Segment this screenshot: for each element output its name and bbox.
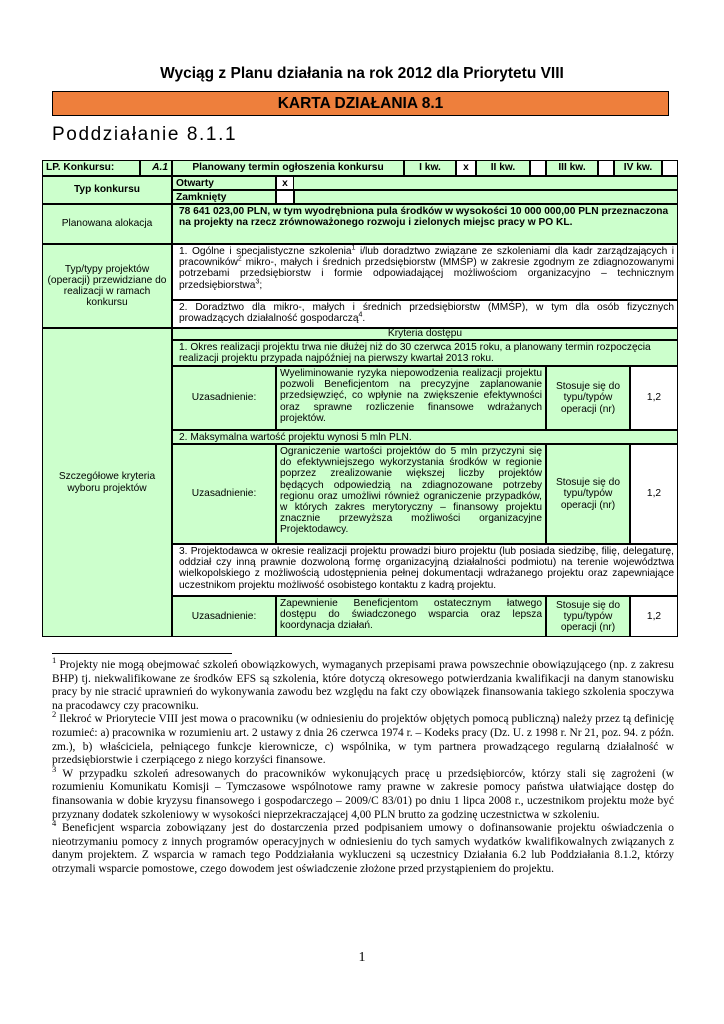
criterion-3-applies-value: 1,2 — [630, 596, 678, 637]
lp-label: LP. Konkursu: — [42, 160, 140, 176]
criterion-2-applies-value: 1,2 — [630, 444, 678, 544]
criterion-2-justification: Ograniczenie wartości projektów do 5 mln przyczyni się do efektywniejszego wykorzystania środków w regionie poprzez zrealizowanie większej liczby projektów będących odpowiedzią na zdiagnozowane potrzeby regionu oraz umożliwi również ograniczenie przypadków, w których zakres merytoryczny – finansowy projektu znacznie przewyższa możliwości organizacyjne Projektodawcy. — [276, 444, 546, 544]
criterion-2-justification-label: Uzasadnienie: — [172, 444, 276, 544]
criterion-2-applies-label: Stosuje się do typu/typów operacji (nr) — [546, 444, 630, 544]
criterion-1-applies-value: 1,2 — [630, 366, 678, 430]
criterion-1-applies-label: Stosuje się do typu/typów operacji (nr) — [546, 366, 630, 430]
criterion-3-applies-label: Stosuje się do typu/typów operacji (nr) — [546, 596, 630, 637]
allocation-value: 78 641 023,00 PLN, w tym wyodrębniona pula środków w wysokości 10 000 000,00 PLN przeznaczona na projekty na rzecz zrównoważonego rozwoju i zielonych miejsc pracy w PO KL. — [172, 204, 678, 244]
quarter-2-mark — [530, 160, 546, 176]
page-number: 1 — [358, 950, 366, 965]
quarter-2: II kw. — [476, 160, 530, 176]
quarter-1-mark: x — [456, 160, 476, 176]
footnote: $^2$ Ilekroć w Priorytecie VIII jest mowa o pracowniku (w odniesieniu do projektów objętych pomocą publiczną) należy przez tą definicję rozumieć: a) pracownika w rozumieniu art. 2 ustawy z dnia 26 czerwca 1974 r. – Kodeks pracy (Dz. U. z 1998 r. Nr 21, poz. 94. z późn. zm.), b) właściciela, pełniącego funkcje kierownicze, c) wspólnika, w tym partnera prowadzącego regularną działalność w przedsiębiorstwie i czerpiącego z niego korzyści finansowe. — [52, 709, 674, 767]
quarter-1: I kw. — [404, 160, 456, 176]
allocation-label: Planowana alokacja — [42, 204, 172, 244]
footnotes — [52, 655, 674, 877]
contest-type-closed: Zamknięty — [172, 190, 276, 204]
footnote: $^1$ Projekty nie mogą obejmować szkoleń obowiązkowych, wymaganych przepisami prawa powszechnie obowiązującego (np. z zakresu BHP) tj. niekwalifikowane ze środków EFS są szkolenia, które dotyczą okresowego potwierdzania kwalifikacji na danym stanowisku pracy by nie stracić uprawnień do wykonywania zawodu bez względu na fakt czy obowiązek finansowania takiego szkolenia spoczywa na pracodawcy czy pracowniku. — [52, 655, 674, 712]
contest-type-open: Otwarty — [172, 176, 276, 190]
criterion-3-justification-label: Uzasadnienie: — [172, 596, 276, 637]
term-label: Planowany termin ogłoszenia konkursu — [172, 160, 404, 176]
section-subtitle: Poddziałanie 8.1.1 — [52, 124, 238, 145]
project-type-2: 2. Doradztwo dla mikro-, małych i średnich przedsiębiorstw (MMŚP), w tym dla osób fizycznych prowadzących działalność gospodarczą$^4$. — [172, 300, 678, 328]
project-type-1: 1. Ogólne i specjalistyczne szkolenia$^1$ i/lub doradztwo związane ze szkoleniami dla kadr zarządzających i pracowników$^2$ mikro-, małych i średnich przedsiębiorstw (MMŚP) w zakresie zgodnym ze zdiagnozowanymi potrzebami przedsiębiorstw i formie odpowiadającej możliwościom organizacyjno – technicznym przedsiębiorstwa$^3$; — [172, 244, 678, 300]
quarter-3-mark — [598, 160, 614, 176]
document-title: Wyciąg z Planu działania na rok 2012 dla Priorytetu VIII — [160, 65, 564, 82]
criterion-1-text: 1. Okres realizacji projektu trwa nie dłużej niż do 30 czerwca 2015 roku, a planowany termin rozpoczęcia realizacji projektu przypada najpóźniej na pierwszy kwartał 2013 roku. — [172, 340, 678, 366]
project-types-label: Typ/typy projektów (operacji) przewidziane do realizacji w ramach konkursu — [42, 244, 172, 328]
quarter-3: III kw. — [546, 160, 598, 176]
criterion-3-justification: Zapewnienie Beneficjentom ostatecznym łatwego dostępu do świadczonego wsparcia oraz lepsza koordynacja działań. — [276, 596, 546, 637]
card-title-banner: KARTA DZIAŁANIA 8.1 — [52, 91, 669, 116]
criterion-1-justification-label: Uzasadnienie: — [172, 366, 276, 430]
criterion-2-text: 2. Maksymalna wartość projektu wynosi 5 mln PLN. — [172, 430, 678, 444]
quarter-4: IV kw. — [614, 160, 662, 176]
contest-type-open-mark: x — [276, 176, 294, 190]
contest-type-filler-2 — [294, 190, 678, 204]
criteria-label: Szczegółowe kryteria wyboru projektów — [42, 328, 172, 637]
criteria-header: Kryteria dostępu — [172, 328, 678, 340]
lp-value: A.1 — [140, 160, 172, 176]
contest-type-label: Typ konkursu — [42, 176, 172, 204]
footnote: $^3$ W przypadku szkoleń adresowanych do pracowników wykonujących pracę u przedsiębiorców, którzy stali się zagrożeni (w rozumieniu Komunikatu Komisji – Tymczasowe wspólnotowe ramy prawne w zakresie pomocy państwa ułatwiające dostęp do finansowania w dobie kryzysu finansowego i gospodarczego – 2009/C 83/01) po dniu 1 lipca 2008 r., uczestnikom projektu może być przyznany dodatek szkoleniowy w wysokości nieprzekraczającej 4,00 PLN brutto za godzinę uczestnictwa w szkoleniu. — [52, 763, 674, 821]
criterion-1-justification: Wyeliminowanie ryzyka niepowodzenia realizacji projektu pozwoli Beneficjentom na precyzyjne zaplanowanie przedsięwzięć, co wpłynie na zwiększenie efektywności oraz sprawne rozliczenie finansowe wdrażanych projektów. — [276, 366, 546, 430]
footnote-separator — [52, 653, 232, 654]
contest-type-filler — [294, 176, 678, 190]
criterion-3-text: 3. Projektodawca w okresie realizacji projektu prowadzi biuro projektu (lub posiada siedzibę, filię, delegaturę, oddział czy inną prawnie dozwoloną formę organizacyjną działalności podmiotu) na terenie województwa wielkopolskiego z możliwością udostępnienia pełnej dokumentacji wdrażanego projektu oraz zapewniające uczestnikom projektu możliwość osobistego kontaktu z kadrą projektu. — [172, 544, 678, 596]
quarter-4-mark — [662, 160, 678, 176]
footnote: $^4$ Beneficjent wsparcia zobowiązany jest do dostarczenia przed podpisaniem umowy o dofinansowanie projektu oświadczenia o nieotrzymaniu pomocy z innych programów operacyjnych w odniesieniu do tych samych wydatków kwalifikowalnych związanych z danym projektem. Z wsparcia w ramach tego Poddziałania wykluczeni są uczestnicy Działania 6.2 lub Poddziałania 8.1.2, którzy otrzymali wsparcie pomostowe, czego dowodem jest oświadczenie złożone przed przystąpieniem do projektu. — [52, 818, 674, 875]
contest-type-closed-mark — [276, 190, 294, 204]
